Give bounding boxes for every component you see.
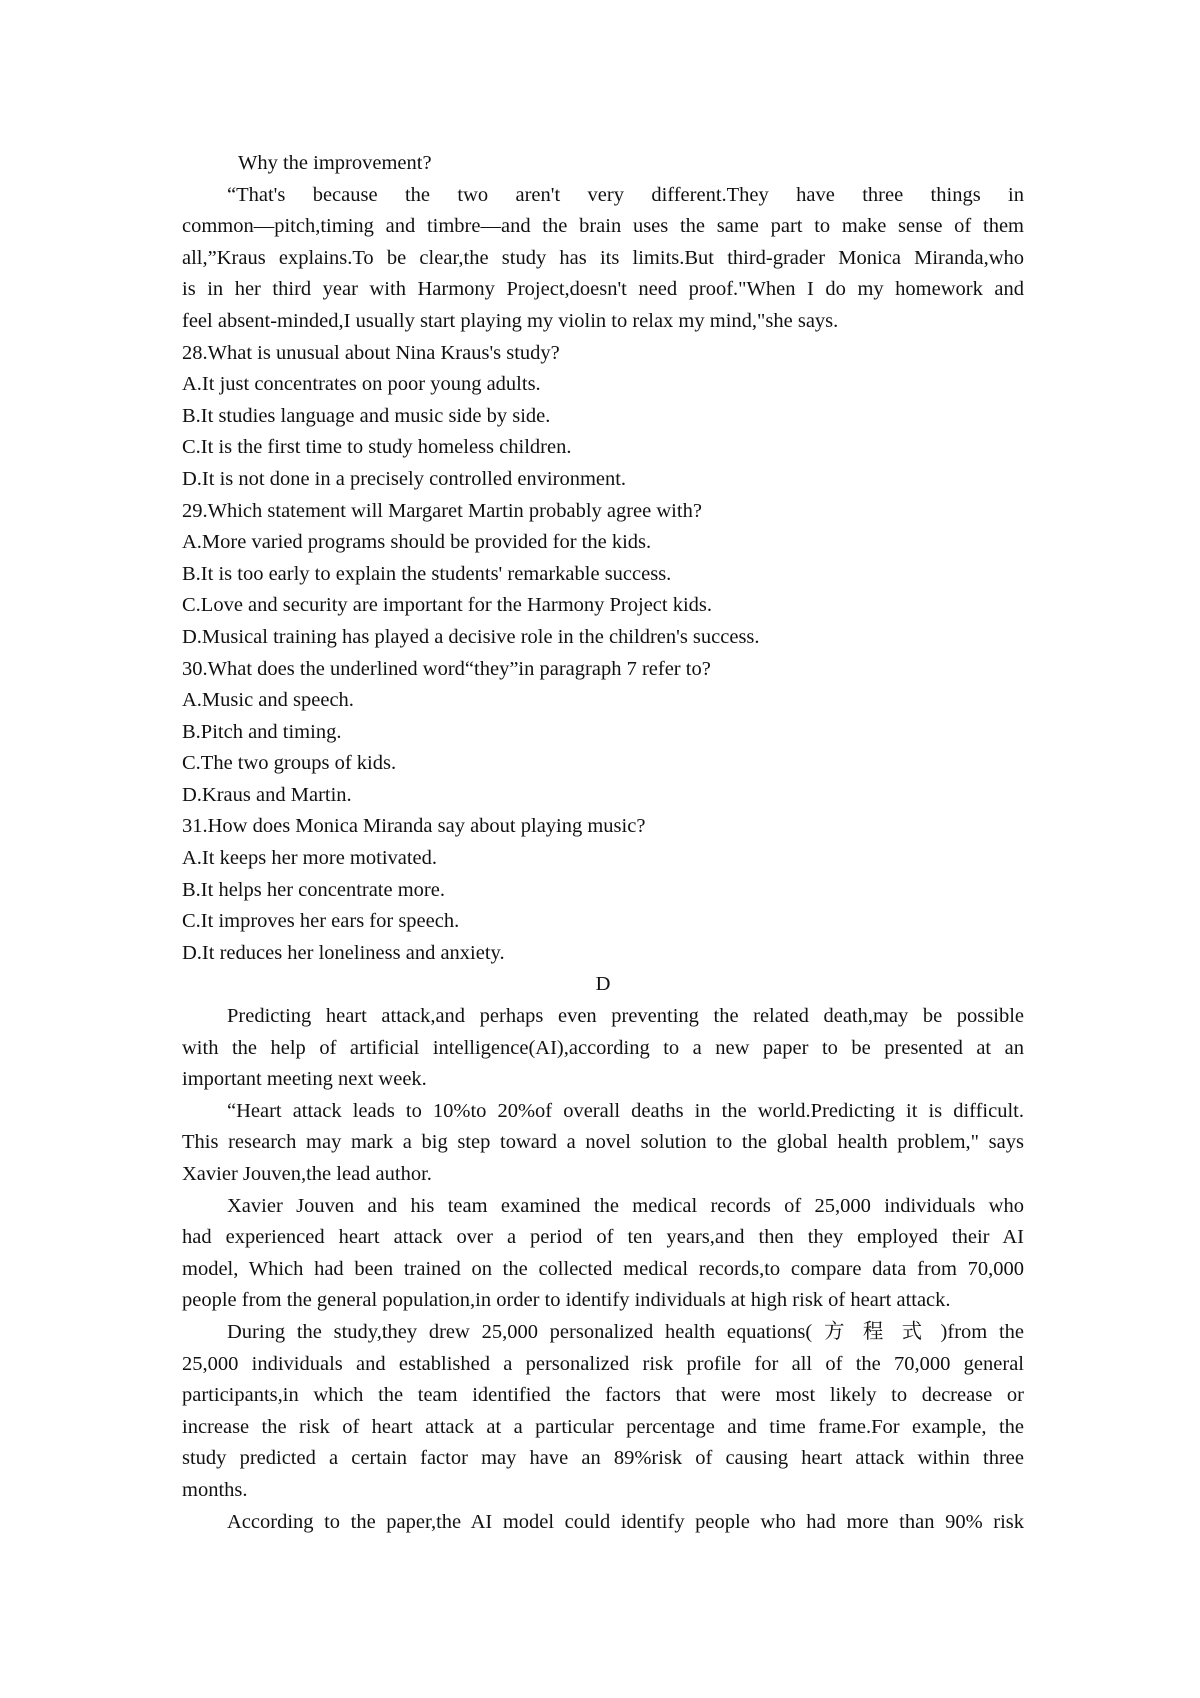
- paragraph-line: is in her third year with Harmony Project,doesn't need proof."When I do my homework and: [182, 278, 1024, 301]
- question-30: [182, 654, 1024, 812]
- paragraph-line: feel absent-minded,I usually start playing my violin to relax my mind,"she says.: [182, 309, 839, 332]
- option-a: A.It keeps her more motivated.: [182, 847, 438, 870]
- option-d: D.It reduces her loneliness and anxiety.: [182, 941, 505, 964]
- paragraph-line: with the help of artificial intelligence(AI),according to a new paper to be presented at an: [182, 1036, 1024, 1059]
- question-29: [182, 496, 1024, 654]
- option-b: B.It studies language and music side by side.: [182, 404, 551, 427]
- paragraph-line: “Heart attack leads to 10%to 20%of overall deaths in the world.Predicting it is difficult.: [227, 1099, 1024, 1122]
- exam-page: [182, 148, 1024, 1538]
- paragraph-line: “That's because the two aren't very different.They have three things in: [227, 183, 1024, 206]
- question-stem: 28.What is unusual about Nina Kraus's study?: [182, 341, 560, 364]
- paragraph-line: all,”Kraus explains.To be clear,the study has its limits.But third-grader Monica Miranda,who: [182, 246, 1024, 269]
- option-b: B.It is too early to explain the students' remarkable success.: [182, 562, 672, 585]
- option-d: D.Kraus and Martin.: [182, 783, 352, 806]
- option-d: D.Musical training has played a decisive role in the children's success.: [182, 625, 760, 648]
- option-b: B.Pitch and timing.: [182, 720, 342, 743]
- paragraph-line: Xavier Jouven,the lead author.: [182, 1163, 432, 1185]
- option-c: C.Love and security are important for the Harmony Project kids.: [182, 594, 713, 617]
- paragraph-line: increase the risk of heart attack at a particular percentage and time frame.For example, the: [182, 1415, 1024, 1438]
- question-stem: 30.What does the underlined word“they”in paragraph 7 refer to?: [182, 657, 711, 680]
- passage-c-paragraph: [182, 180, 1024, 338]
- passage-d-paragraph-2: [182, 1096, 1024, 1191]
- passage-d-paragraph-1: [182, 1001, 1024, 1096]
- option-b: B.It helps her concentrate more.: [182, 878, 445, 901]
- paragraph-line: months.: [182, 1478, 248, 1501]
- paragraph-line: people from the general population,in order to identify individuals at high risk of heart attack.: [182, 1289, 951, 1312]
- paragraph-line: had experienced heart attack over a period of ten years,and then they employed their AI: [182, 1226, 1024, 1249]
- paragraph-line: model, Which had been trained on the collected medical records,to compare data from 70,000: [182, 1257, 1024, 1280]
- question-31: [182, 811, 1024, 969]
- paragraph-line: important meeting next week.: [182, 1068, 427, 1091]
- paragraph-line: 25,000 individuals and established a personalized risk profile for all of the 70,000 general: [182, 1352, 1024, 1375]
- paragraph-line: Predicting heart attack,and perhaps even preventing the related death,may be possible: [227, 1005, 1024, 1028]
- paragraph-line: During the study,they drew 25,000 personalized health equations( 方 程 式 )from the: [227, 1320, 1024, 1343]
- paragraph-line: According to the paper,the AI model could identify people who had more than 90% risk: [227, 1510, 1024, 1533]
- passage-d-paragraph-4: [182, 1317, 1024, 1507]
- passage-d-paragraph-3: [182, 1191, 1024, 1317]
- paragraph-line: common—pitch,timing and timbre—and the brain uses the same part to make sense of them: [182, 215, 1024, 238]
- intro-question: Why the improvement?: [238, 152, 432, 174]
- paragraph-line: This research may mark a big step toward a novel solution to the global health problem," says: [182, 1131, 1024, 1154]
- question-28: [182, 338, 1024, 496]
- option-c: C.The two groups of kids.: [182, 752, 397, 775]
- option-a: A.Music and speech.: [182, 689, 354, 712]
- paragraph-line: Xavier Jouven and his team examined the medical records of 25,000 individuals who: [227, 1194, 1024, 1217]
- option-c: C.It is the first time to study homeless children.: [182, 436, 572, 459]
- question-stem: 29.Which statement will Margaret Martin probably agree with?: [182, 499, 702, 522]
- option-c: C.It improves her ears for speech.: [182, 910, 460, 933]
- option-d: D.It is not done in a precisely controlled environment.: [182, 467, 627, 490]
- paragraph-line: participants,in which the team identified the factors that were most likely to decrease or: [182, 1384, 1024, 1407]
- section-heading: D: [595, 973, 611, 996]
- passage-d-paragraph-5: [182, 1507, 1024, 1539]
- question-stem: 31.How does Monica Miranda say about playing music?: [182, 815, 646, 838]
- option-a: A.More varied programs should be provided for the kids.: [182, 531, 652, 554]
- option-a: A.It just concentrates on poor young adults.: [182, 373, 541, 396]
- paragraph-line: study predicted a certain factor may have an 89%risk of causing heart attack within three: [182, 1447, 1024, 1470]
